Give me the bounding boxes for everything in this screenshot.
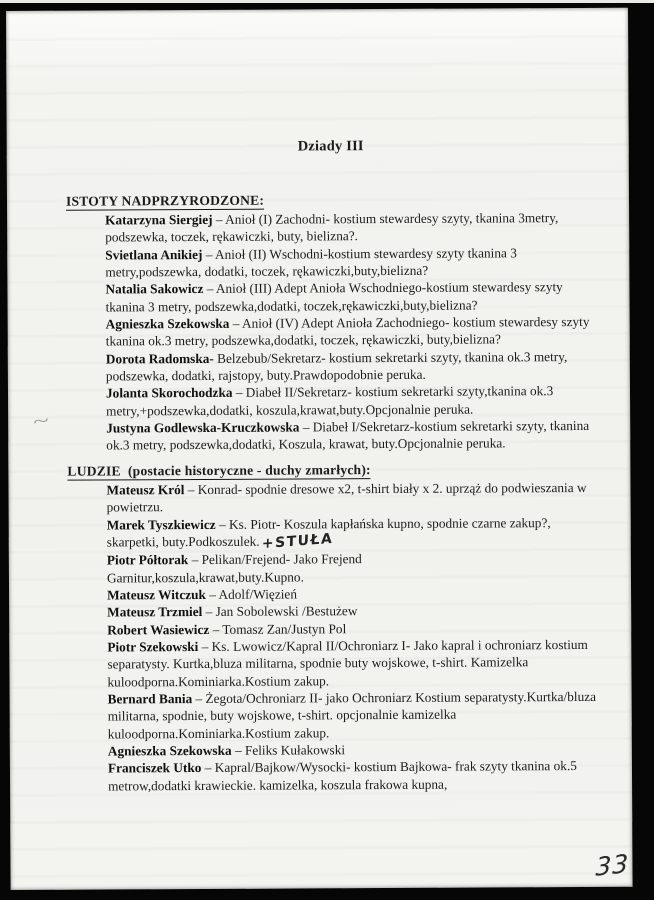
entry-text: – Ks. Lwowicz/Kapral II/Ochroniarz I- Jako kapral i ochroniarz kostium separatysty. Kurtka,bluza militarna, spodnie buty wojskowe, t-shirt. Kamizelka kuloodporna.Kominiarka.Kostium zakup. <box>107 636 588 690</box>
section <box>67 460 599 795</box>
cast-entry <box>105 278 597 315</box>
actor-name: Franciszek Utko <box>107 760 202 776</box>
entry-text: – Anioł (III) Adept Anioła Wschodniego-kostium stewardesy szyty tkanina 3 metry, podszewka,dodatki, toczek,rękawiczki,buty,bielizna? <box>105 279 563 315</box>
cast-entry <box>106 382 598 419</box>
entry-text-line2: Garnitur,koszula,krawat,buty.Kupno. <box>106 568 304 586</box>
actor-name: Mateusz Witczuk <box>107 586 206 603</box>
actor-name: Svietlana Anikiej <box>105 246 203 263</box>
entry-text: – Anioł (II) Wschodni-kostium stewardesy szyty tkanina 3 metry,podszewka, dodatki, toczek, rękawiczki,buty,bielizna? <box>105 245 517 280</box>
actor-name: Robert Wasiewicz <box>107 621 210 638</box>
section-heading <box>66 190 596 211</box>
actor-name: Justyna Godlewska-Kruczkowska <box>106 419 300 436</box>
cast-entry <box>105 209 597 246</box>
cast-entry <box>107 549 599 586</box>
cast-entry <box>105 244 597 281</box>
page-content <box>66 136 599 795</box>
cast-entry <box>108 757 600 794</box>
handwritten-page-number: 33 <box>595 848 630 882</box>
actor-name: Piotr Szekowski <box>107 638 199 655</box>
section-heading-text: LUDZIE (postacie historyczne - duchy zmarłych): <box>67 461 371 479</box>
actor-name: Katarzyna Siergiej <box>105 211 213 228</box>
actor-name: Jolanta Skorochodzka <box>105 385 233 401</box>
stray-pen-mark: ~ <box>31 409 51 432</box>
handwritten-stula-annotation: +STUŁA <box>261 530 334 553</box>
document-title: Dziady III <box>297 138 364 155</box>
entry-text: Belzebub/Sekretarz- kostium sekretarki szyty, tkanina ok.3 metry, podszewka, dodatki, rajstopy, buty.Prawdopodobnie peruka. <box>105 348 568 384</box>
section <box>66 190 597 455</box>
actor-name: Natalia Sakowicz <box>105 281 204 297</box>
cast-entry <box>106 417 598 454</box>
entry-text: – Adolf/Więzień <box>205 586 298 602</box>
actor-name: Piotr Półtorak <box>106 552 189 568</box>
actor-name: Bernard Bania <box>107 690 193 707</box>
cast-entry <box>107 636 599 691</box>
actor-name: Agnieszka Szekowska <box>107 742 232 759</box>
entry-text: – Żegota/Ochroniarz II- jako Ochroniarz Kostium separatysty.Kurtka/bluza militarna, spodnie, buty wojskowe, t-shirt. opcjonalnie kamizelka kuloodporna.Kominiarka.Kostium zakup. <box>107 688 597 742</box>
entry-text: – Kapral/Bajkow/Wysocki- kostium Bajkowa- frak szyty tkanina ok.5 metrow,dodatki krawieckie. kamizelka, koszula frakowa kupna, <box>108 758 577 794</box>
cast-entry <box>106 348 598 385</box>
cast-entry <box>106 313 598 350</box>
actor-name: Marek Tyszkiewicz <box>106 516 216 532</box>
section-heading <box>67 460 597 481</box>
cast-entry <box>107 513 599 551</box>
cast-entry <box>106 479 598 516</box>
document-page <box>6 8 633 890</box>
entry-text: – Konrad- spodnie dresowe x2, t-shirt biały x 2. uprząż do podwieszania w powietrzu. <box>106 479 587 515</box>
entry-text: – Tomasz Zan/Justyn Pol <box>209 620 347 637</box>
entry-text: – Diabeł I/Sekretarz-kostium sekretarki szyty, tkanina ok.3 metry, podszewka,dodatki, Koszula, krawat, buty.Opcjonalnie peruka. <box>106 418 590 453</box>
section-heading-text: ISTOTY NADPRZYRODZONE: <box>65 192 265 209</box>
entry-text: – Pelikan/Frejend- Jako Frejend <box>188 551 362 568</box>
entry-text: – Anioł (I) Zachodni- kostium stewardesy szyty, tkanina 3metry, podszewka, toczek, rękawiczki, buty, bielizna?. <box>105 210 559 245</box>
entry-text: – Jan Sobolewski /Bestużew <box>202 603 358 620</box>
entry-text: – Ks. Piotr- Koszula kapłańska kupno, spodnie czarne zakup?, skarpetki, buty.Podkoszulek. <box>106 514 551 550</box>
actor-name: Mateusz Trzmiel <box>107 604 203 620</box>
cast-entry <box>108 688 600 743</box>
sections <box>66 190 599 795</box>
entry-text: – Diabeł II/Sekretarz- kostium sekretarki szyty,tkanina ok.3 metry,+podszewka,dodatki, koszula,krawat,buty.Opcjonalnie peruka. <box>106 383 554 419</box>
actor-name: Dorota Radomska- <box>105 350 214 367</box>
entry-text: – Anioł (IV) Adept Anioła Zachodniego- kostium stewardesy szyty tkanina ok.3 metry, podszewka,dodatki, toczek, rękawiczki, buty,bielizna? <box>105 314 590 349</box>
actor-name: Mateusz Król <box>106 481 185 498</box>
actor-name: Agnieszka Szekowska <box>105 315 230 332</box>
entry-text: – Feliks Kułakowski <box>231 742 346 758</box>
